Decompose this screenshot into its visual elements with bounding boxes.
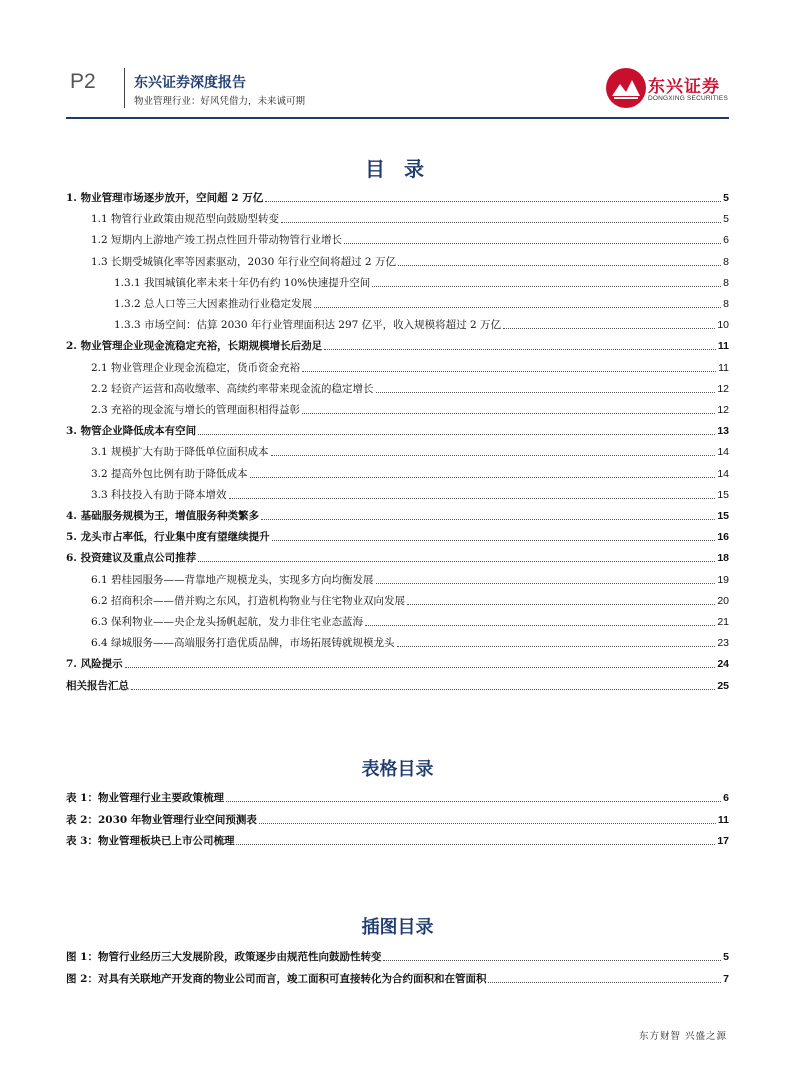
toc-entry[interactable]	[66, 672, 729, 693]
toc-entry[interactable]	[66, 375, 729, 396]
toc-entry-text: 1.1 物管行业政策由规范型向鼓励型转变	[91, 213, 280, 226]
report-subtitle: 物业管理行业：好风凭借力，未来诚可期	[134, 96, 306, 107]
toc-entry[interactable]	[66, 269, 729, 290]
toc-entry-text: 2. 物业管理企业现金流稳定充裕，长期规模增长后劲足	[66, 340, 323, 353]
toc-entry-page: 15	[717, 488, 729, 501]
toc-entry[interactable]	[66, 354, 729, 375]
toc-entry-page: 20	[717, 594, 729, 607]
toc-leader-dots	[302, 371, 716, 372]
toc-title: 目 录	[365, 157, 430, 181]
toc-entry-text: 3. 物管企业降低成本有空间	[66, 425, 197, 438]
toc-leader-dots	[265, 201, 721, 202]
toc-entry-text: 3.2 提高外包比例有助于降低成本	[91, 467, 248, 480]
header-rule	[66, 117, 729, 119]
page-number: P2	[70, 70, 96, 93]
toc-leader-dots	[407, 604, 715, 605]
toc-leader-dots	[272, 540, 716, 541]
toc-entry-page: 8	[723, 298, 729, 310]
toc-leader-dots	[250, 477, 716, 478]
toc-leader-dots	[229, 498, 716, 499]
toc-entry[interactable]	[66, 544, 729, 565]
toc-entry-text: 6. 投资建议及重点公司推荐	[66, 552, 197, 565]
toc-leader-dots	[198, 434, 715, 435]
toc-entry[interactable]	[66, 587, 729, 608]
toc-leader-dots	[488, 982, 721, 983]
toc-leader-dots	[261, 519, 715, 520]
toc-leader-dots	[344, 243, 721, 244]
toc-leader-dots	[397, 646, 716, 647]
toc-entry[interactable]	[66, 566, 729, 587]
footer-slogan: 东方财智 兴盛之源	[638, 1031, 727, 1042]
toc-entry-page: 19	[717, 573, 729, 586]
toc-entry-page: 25	[717, 679, 729, 692]
toc-leader-dots	[376, 392, 716, 393]
toc-entry[interactable]	[66, 205, 729, 226]
toc-leader-dots	[226, 801, 721, 802]
toc-entry-text: 6.3 保利物业——央企龙头扬帆起航，发力非住宅业态蓝海	[91, 616, 364, 628]
toc-entry-text: 3.3 科技投入有助于降本增效	[91, 488, 227, 501]
toc-entry[interactable]	[66, 650, 729, 671]
toc-entry-page: 6	[723, 234, 729, 247]
toc-entry-page: 21	[717, 616, 729, 628]
toc-entry-text: 1.3.1 我国城镇化率未来十年仍有约 10%快速提升空间	[114, 276, 371, 289]
toc-entry-page: 17	[717, 835, 729, 847]
figures-toc-title: 插图目录	[361, 917, 434, 938]
toc-entry[interactable]	[66, 502, 729, 523]
toc-entry-text: 图 1：物管行业经历三大发展阶段，政策逐步由规范性向鼓励性转变	[66, 951, 382, 963]
toc-leader-dots	[259, 823, 716, 824]
toc-entry[interactable]	[66, 290, 729, 311]
toc-leader-dots	[198, 561, 715, 562]
tables-toc-title: 表格目录	[361, 759, 434, 780]
toc-entry-text: 3.1 规模扩大有助于降低单位面积成本	[91, 446, 269, 459]
toc-entry[interactable]	[66, 629, 729, 650]
toc-entry-page: 15	[717, 510, 729, 522]
toc-entry-page: 13	[717, 425, 729, 438]
toc-entry[interactable]	[66, 438, 729, 459]
toc-entry-page: 23	[717, 637, 729, 650]
report-title: 东兴证券深度报告	[134, 75, 246, 91]
toc-entry-page: 6	[723, 792, 729, 804]
toc-entry[interactable]	[66, 806, 729, 827]
toc-entry-page: 5	[723, 192, 729, 204]
toc-leader-dots	[398, 265, 721, 266]
toc-entry-text: 相关报告汇总	[66, 679, 129, 692]
toc-entry[interactable]	[66, 332, 729, 353]
toc-entry[interactable]	[66, 481, 729, 502]
toc-leader-dots	[302, 413, 715, 414]
toc-entry-text: 7. 风险提示	[66, 658, 123, 671]
toc-entry-text: 表 1：物业管理行业主要政策梳理	[66, 792, 224, 804]
toc-entry[interactable]	[66, 784, 729, 805]
toc-leader-dots	[314, 307, 721, 308]
toc-entry-text: 2.3 充裕的现金流与增长的管理面积相得益彰	[91, 404, 301, 416]
toc-entry-page: 10	[717, 319, 729, 332]
toc-entry-page: 7	[723, 972, 729, 985]
toc-leader-dots	[236, 844, 715, 845]
toc-entry-page: 5	[723, 951, 729, 963]
header-divider	[124, 68, 125, 108]
logo-english-text: DONGXING SECURITIES	[648, 95, 729, 102]
toc-leader-dots	[365, 625, 715, 626]
toc-entry[interactable]	[66, 965, 729, 986]
toc-entry[interactable]	[66, 608, 729, 629]
toc-entry-page: 16	[717, 531, 729, 544]
toc-entry-text: 1.3.3 市场空间：估算 2030 年行业管理面积达 297 亿平，收入规模将超过 2 万亿	[114, 319, 502, 332]
toc-entry[interactable]	[66, 184, 729, 205]
toc-entry[interactable]	[66, 248, 729, 269]
toc-entry[interactable]	[66, 523, 729, 544]
toc-entry-page: 12	[717, 382, 729, 395]
toc-entry-text: 1.3 长期受城镇化率等因素驱动，2030 年行业空间将超过 2 万亿	[91, 255, 396, 268]
toc-entry-text: 5. 龙头市占率低，行业集中度有望继续提升	[66, 531, 270, 544]
toc-leader-dots	[503, 328, 715, 329]
toc-entry-text: 1. 物业管理市场逐步放开，空间超 2 万亿	[66, 192, 264, 204]
toc-entry-text: 图 2：对具有关联地产开发商的物业公司而言，竣工面积可直接转化为合约面积和在管面积	[66, 972, 487, 985]
toc-entry[interactable]	[66, 417, 729, 438]
toc-leader-dots	[125, 667, 716, 668]
toc-entry-text: 表 2：2030 年物业管理行业空间预测表	[66, 813, 257, 826]
toc-entry[interactable]	[66, 827, 729, 848]
toc-entry-text: 6.4 绿城服务——高端服务打造优质品牌，市场拓展铸就规模龙头	[91, 637, 395, 650]
toc-entry-text: 6.2 招商积余——借并购之东风，打造机构物业与住宅物业双向发展	[91, 594, 406, 607]
toc-leader-dots	[281, 222, 721, 223]
toc-entry[interactable]	[66, 943, 729, 964]
toc-leader-dots	[383, 960, 721, 961]
toc-entry-text: 2.2 轻资产运营和高收缴率、高续约率带来现金流的稳定增长	[91, 382, 374, 395]
toc-leader-dots	[271, 455, 716, 456]
toc-leader-dots	[131, 689, 715, 690]
toc-entry-text: 1.3.2 总人口等三大因素推动行业稳定发展	[114, 298, 313, 310]
toc-entry-page: 24	[717, 658, 729, 671]
toc-entry-page: 14	[717, 446, 729, 459]
toc-entry-page: 18	[717, 552, 729, 565]
toc-entry-page: 5	[723, 213, 729, 226]
toc-entry-page: 11	[717, 340, 729, 353]
toc-leader-dots	[376, 583, 716, 584]
toc-entry-page: 8	[723, 255, 729, 268]
toc-entry-text: 4. 基础服务规模为王，增值服务种类繁多	[66, 510, 260, 522]
toc-entry-page: 14	[717, 467, 729, 480]
toc-entry[interactable]	[66, 460, 729, 481]
toc-entry-text: 表 3：物业管理板块已上市公司梳理	[66, 835, 235, 847]
logo-text: 东兴证券	[648, 77, 720, 97]
toc-leader-dots	[372, 286, 721, 287]
toc-entry[interactable]	[66, 396, 729, 417]
toc-leader-dots	[324, 349, 716, 350]
toc-entry-text: 1.2 短期内上游地产竣工拐点性回升带动物管行业增长	[91, 234, 343, 247]
toc-entry[interactable]	[66, 226, 729, 247]
toc-entry[interactable]	[66, 311, 729, 332]
toc-entry-page: 12	[717, 404, 729, 416]
toc-entry-page: 11	[717, 813, 729, 826]
toc-entry-text: 6.1 碧桂园服务——背靠地产规模龙头，实现多方向均衡发展	[91, 573, 374, 586]
toc-entry-text: 2.1 物业管理企业现金流稳定，货币资金充裕	[91, 361, 301, 374]
toc-entry-page: 11	[718, 361, 729, 374]
toc-entry-page: 8	[723, 276, 729, 289]
